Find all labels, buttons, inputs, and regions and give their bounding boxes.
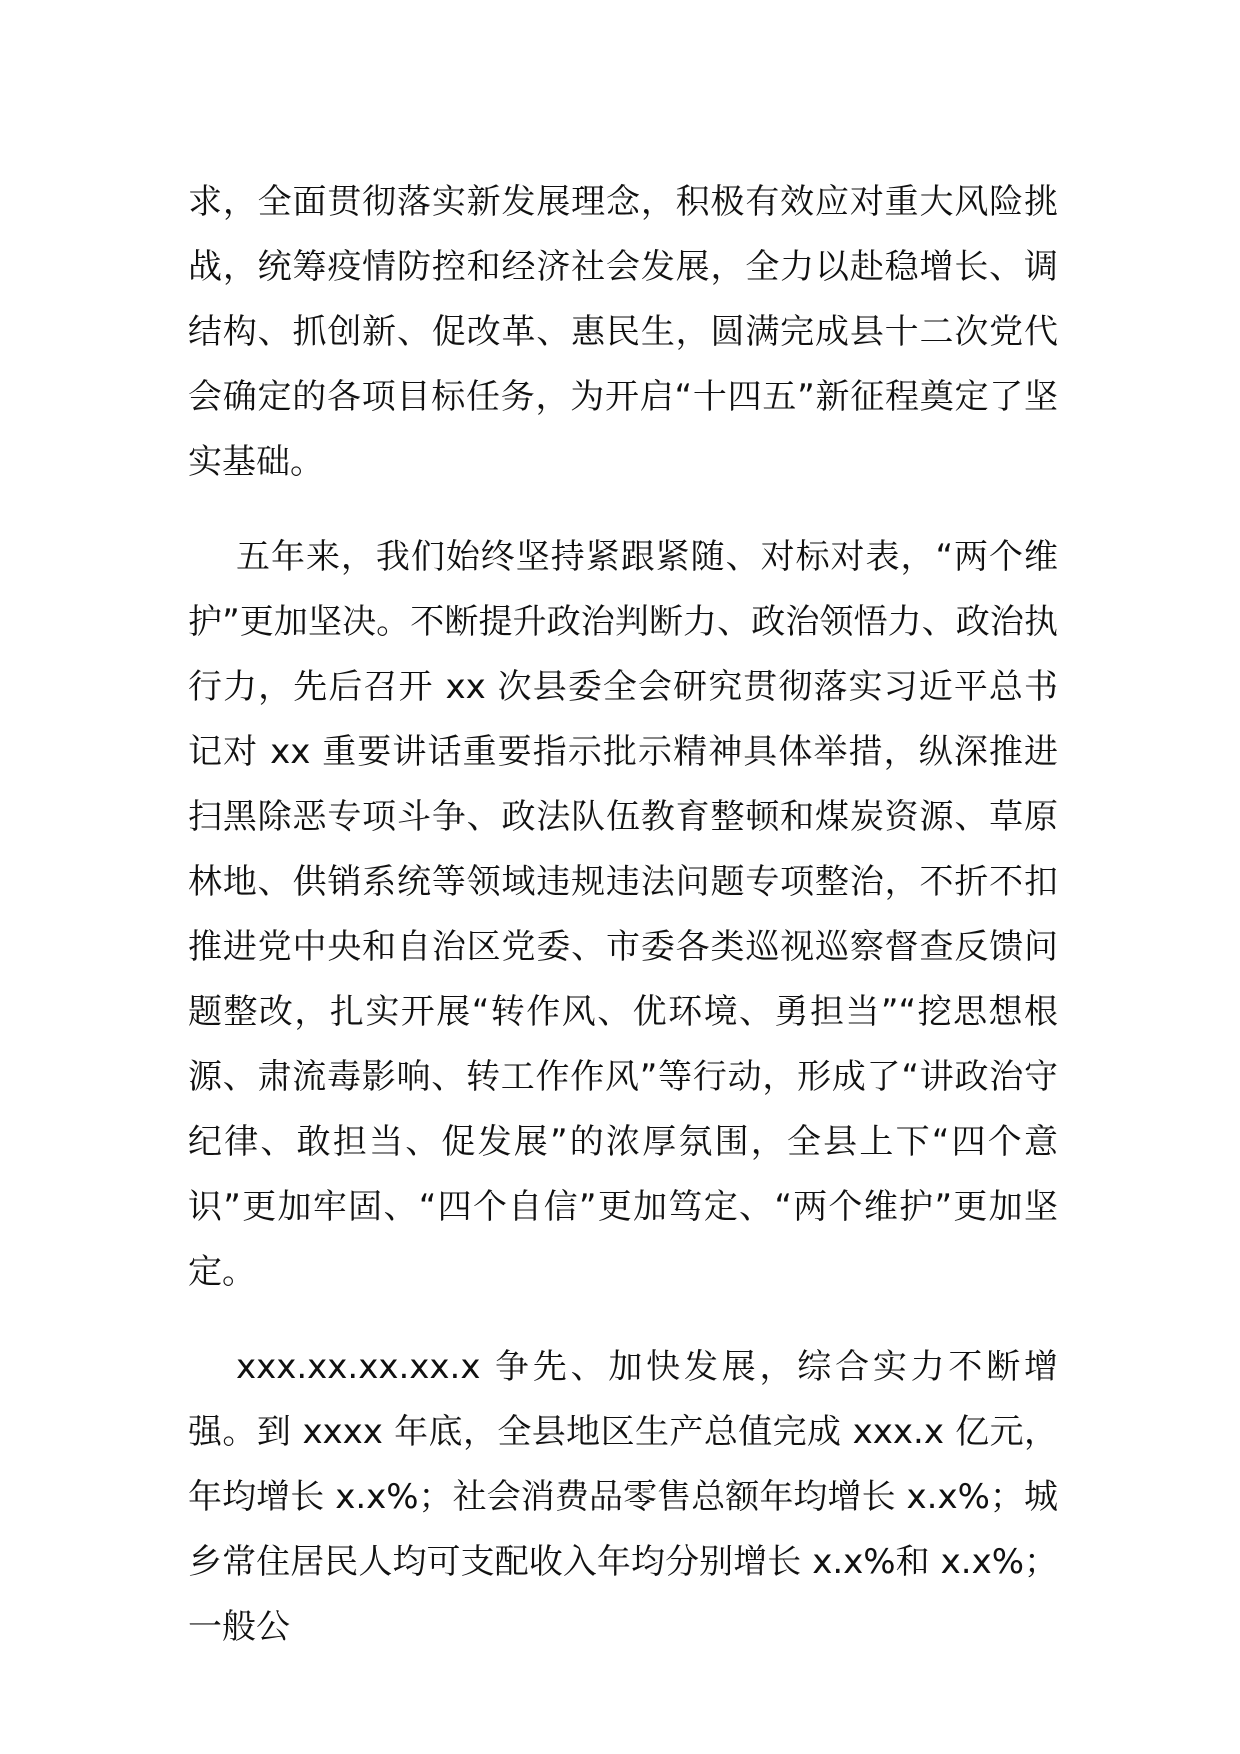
paragraph-economic-strength: xxx.xx.xx.xx.x 争先、加快发展，综合实力不断增强。到 xxxx 年底，全县地区生产总值完成 xxx.x 亿元，年均增长 x.x%；社会消费品零售总额年均增长 x.x%；城乡常住居民人均可支配收入年均分别增长 x.x%和 x.x%；一般公: [188, 1347, 1058, 1647]
paragraph-political-loyalty: 五年来，我们始终坚持紧跟紧随、对标对表，“两个维护”更加坚决。不断提升政治判断力、政治领悟力、政治执行力，先后召开 xx 次县委全会研究贯彻落实习近平总书记对 xx 重要讲话重要指示批示精神具体举措，纵深推进扫黑除恶专项斗争、政法队伍教育整顿和煤炭资源、草原林地、供销系统等领域违规违法问题专项整治，不折不扣推进党中央和自治区党委、市委各类巡视巡察督查反馈问题整改，扎实开展“转作风、优环境、勇担当”“挖思想根源、肃流毒影响、转工作作风”等行动，形成了“讲政治守纪律、敢担当、促发展”的浓厚氛围，全县上下“四个意识”更加牢固、“四个自信”更加笃定、“两个维护”更加坚定。: [188, 537, 1058, 1292]
paragraph-gap: [188, 495, 1058, 525]
document-body: [188, 170, 1058, 1660]
paragraph-continuation: 求，全面贯彻落实新发展理念，积极有效应对重大风险挑战，统筹疫情防控和经济社会发展，全力以赴稳增长、调结构、抓创新、促改革、惠民生，圆满完成县十二次党代会确定的各项目标任务，为开启“十四五”新征程奠定了坚实基础。: [188, 182, 1058, 482]
paragraph-gap: [188, 1305, 1058, 1335]
